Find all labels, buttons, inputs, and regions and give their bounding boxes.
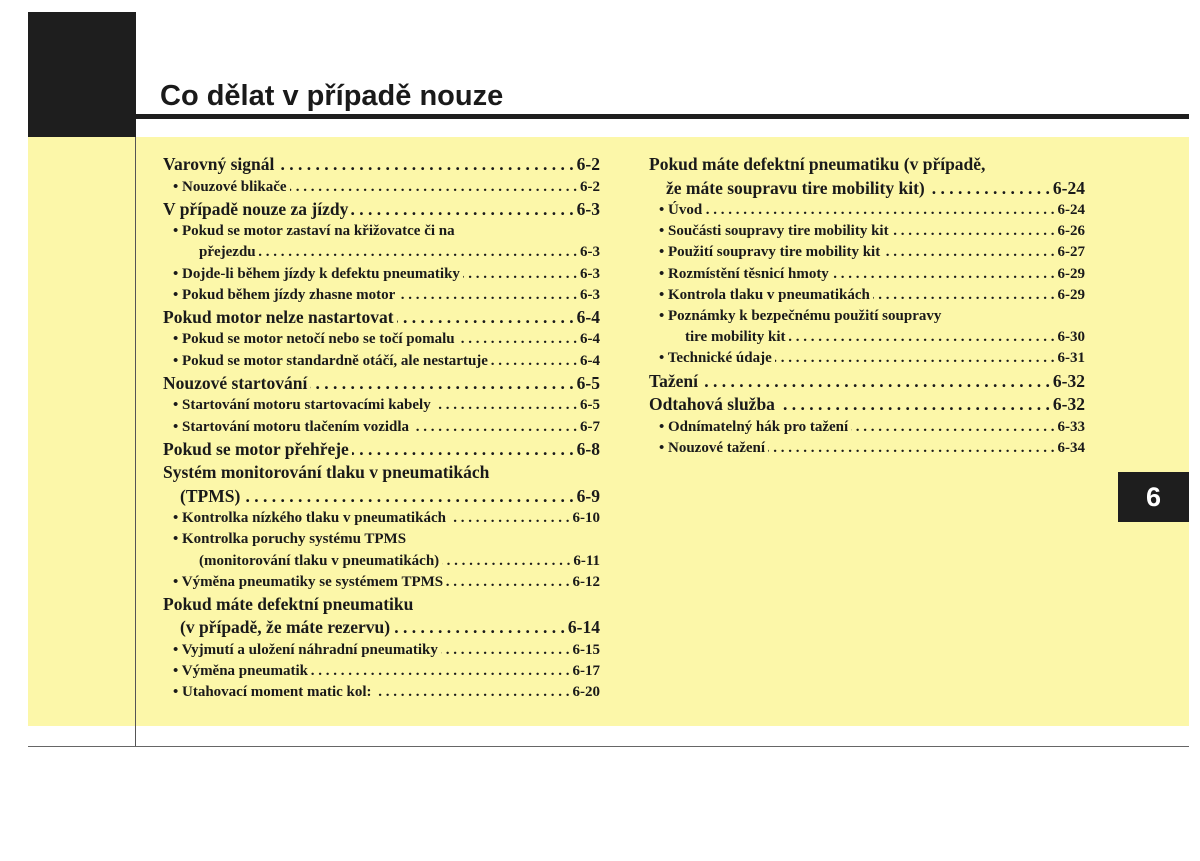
toc-subentry[interactable] bbox=[649, 417, 1085, 438]
toc-entry[interactable] bbox=[163, 485, 600, 509]
toc-entry-label: • Odnímatelný hák pro tažení bbox=[659, 418, 849, 435]
toc-entry-label: • Vyjmutí a uložení náhradní pneumatiky bbox=[173, 641, 438, 658]
toc-leader-dots bbox=[393, 616, 565, 640]
toc-page-number: 6-27 bbox=[1057, 244, 1085, 261]
toc-entry-label: • Úvod bbox=[659, 202, 703, 218]
toc-entry[interactable] bbox=[649, 177, 1085, 201]
toc-subentry[interactable] bbox=[649, 438, 1085, 459]
toc-page-number: 6-5 bbox=[576, 372, 600, 393]
toc-leader-dots bbox=[705, 200, 1054, 221]
toc-subentry[interactable] bbox=[163, 572, 600, 593]
toc-subentry[interactable] bbox=[649, 242, 1085, 263]
toc-page-number: 6-8 bbox=[576, 438, 600, 459]
toc-leader-dots bbox=[832, 264, 1055, 285]
toc-entry-label: • Výměna pneumatiky se systémem TPMS bbox=[173, 573, 444, 590]
toc-page-number: 6-30 bbox=[1057, 329, 1085, 346]
margin-vertical-rule bbox=[135, 137, 136, 747]
toc-page-number: 6-4 bbox=[580, 352, 600, 369]
toc-entry-label: (v případě, že máte rezervu) bbox=[180, 617, 391, 638]
toc-leader-dots bbox=[310, 372, 573, 396]
toc-subentry[interactable] bbox=[649, 221, 1085, 242]
toc-entry-label: • Pokud se motor zastaví na křižovatce či na bbox=[173, 223, 455, 240]
toc-page-number: 6-2 bbox=[576, 154, 600, 174]
toc-leader-dots bbox=[290, 177, 577, 198]
toc-page-number: 6-3 bbox=[580, 286, 600, 303]
toc-entry-label: • Startování motoru tlačením vozidla bbox=[173, 418, 410, 435]
toc-entry-label: • Pokud se motor netočí nebo se točí pomalu bbox=[173, 331, 455, 348]
toc-entry-label: Systém monitorování tlaku v pneumatikách bbox=[163, 462, 490, 483]
toc-leader-dots bbox=[873, 285, 1055, 306]
toc-entry-label: Varovný signál bbox=[163, 154, 275, 174]
toc-subentry[interactable] bbox=[163, 551, 600, 572]
toc-entry bbox=[163, 593, 600, 617]
toc-subentry[interactable] bbox=[163, 285, 600, 306]
toc-leader-dots bbox=[259, 242, 577, 263]
toc-entry-label: Tažení bbox=[649, 370, 698, 391]
toc-leader-dots bbox=[491, 351, 577, 372]
toc-page-number: 6-26 bbox=[1057, 223, 1085, 240]
toc-leader-dots bbox=[851, 417, 1054, 438]
toc-leader-dots bbox=[352, 438, 574, 462]
toc-page-number: 6-10 bbox=[572, 510, 600, 527]
toc-leader-dots bbox=[449, 508, 570, 529]
toc-page-number: 6-15 bbox=[572, 641, 600, 658]
toc-page-number: 6-7 bbox=[580, 418, 600, 435]
toc-page-number: 6-24 bbox=[1057, 202, 1085, 218]
toc-subentry bbox=[163, 529, 600, 550]
toc-leader-dots bbox=[768, 438, 1054, 459]
toc-entry-label: • Nouzové blikače bbox=[173, 178, 287, 195]
toc-page-number: 6-20 bbox=[572, 684, 600, 701]
toc-entry-label: • Kontrolka poruchy systému TPMS bbox=[173, 531, 407, 548]
toc-page-number: 6-3 bbox=[580, 265, 600, 282]
toc-entry-label: • Kontrola tlaku v pneumatikách bbox=[659, 286, 870, 303]
toc-subentry[interactable] bbox=[163, 661, 600, 682]
toc-subentry[interactable] bbox=[163, 177, 600, 198]
toc-leader-dots bbox=[243, 485, 573, 509]
toc-subentry[interactable] bbox=[649, 327, 1085, 348]
toc-page-number: 6-4 bbox=[576, 306, 600, 327]
bottom-rule bbox=[28, 746, 1189, 747]
corner-black-block bbox=[28, 12, 136, 137]
toc-entry-label: • Součásti soupravy tire mobility kit bbox=[659, 223, 889, 240]
toc-page-number: 6-3 bbox=[576, 198, 600, 219]
toc-leader-dots bbox=[458, 329, 577, 350]
toc-entry-label: • Startování motoru startovacími kabely bbox=[173, 397, 431, 414]
toc-entry[interactable] bbox=[163, 616, 600, 640]
toc-leader-dots bbox=[701, 370, 1050, 394]
toc-page-number: 6-14 bbox=[567, 617, 600, 638]
toc-entry-label: V případě nouze za jízdy bbox=[163, 198, 349, 219]
toc-entry-label: Pokud se motor přehřeje bbox=[163, 438, 349, 459]
toc-subentry[interactable] bbox=[163, 351, 600, 372]
toc-page-number: 6-29 bbox=[1057, 286, 1085, 303]
toc-entry[interactable] bbox=[163, 153, 600, 177]
toc-page-number: 6-24 bbox=[1052, 177, 1085, 198]
toc-leader-dots bbox=[277, 153, 573, 177]
toc-subentry bbox=[649, 306, 1085, 327]
toc-entry-label: Pokud motor nelze nastartovat bbox=[163, 306, 394, 327]
toc-leader-dots bbox=[412, 417, 577, 438]
toc-entry[interactable] bbox=[649, 370, 1085, 394]
toc-subentry[interactable] bbox=[163, 508, 600, 529]
toc-subentry[interactable] bbox=[163, 682, 600, 703]
toc-subentry[interactable] bbox=[163, 395, 600, 416]
toc-right-column bbox=[649, 153, 1085, 459]
toc-leader-dots bbox=[398, 285, 577, 306]
title-underline bbox=[136, 114, 1189, 119]
toc-entry-label: • Pokud se motor standardně otáčí, ale nestartuje bbox=[173, 352, 488, 369]
toc-entry-label: Pokud máte defektní pneumatiku (v případě, bbox=[649, 154, 986, 174]
toc-subentry[interactable] bbox=[163, 417, 600, 438]
toc-subentry[interactable] bbox=[163, 242, 600, 263]
toc-leader-dots bbox=[375, 682, 570, 703]
toc-entry-label: • Poznámky k bezpečnému použití soupravy bbox=[659, 307, 942, 324]
toc-leader-dots bbox=[775, 348, 1055, 369]
toc-subentry[interactable] bbox=[163, 329, 600, 350]
toc-left-column bbox=[163, 153, 600, 704]
toc-entry-label: • Technické údaje bbox=[659, 350, 772, 367]
toc-leader-dots bbox=[883, 242, 1054, 263]
toc-leader-dots bbox=[463, 264, 577, 285]
chapter-tab[interactable] bbox=[1118, 472, 1189, 522]
toc-page-number: 6-2 bbox=[580, 178, 600, 195]
toc-entry-label: Nouzové startování bbox=[163, 372, 308, 393]
toc-page-number: 6-12 bbox=[572, 573, 600, 590]
toc-page-number: 6-32 bbox=[1052, 370, 1085, 391]
toc-leader-dots bbox=[434, 395, 577, 416]
toc-entry-label: tire mobility kit bbox=[685, 329, 786, 346]
toc-entry-label: • Použití soupravy tire mobility kit bbox=[659, 244, 881, 261]
toc-page-number: 6-33 bbox=[1057, 418, 1085, 435]
toc-entry[interactable] bbox=[163, 306, 600, 330]
toc-page-number: 6-4 bbox=[580, 331, 600, 348]
toc-entry-label: (TPMS) bbox=[180, 485, 241, 506]
toc-leader-dots bbox=[311, 661, 570, 682]
toc-entry[interactable] bbox=[163, 198, 600, 222]
toc-leader-dots bbox=[397, 306, 574, 330]
toc-page-number: 6-29 bbox=[1057, 265, 1085, 282]
toc-subentry bbox=[163, 221, 600, 242]
page-title: Co dělat v případě nouze bbox=[160, 80, 504, 112]
toc-subentry[interactable] bbox=[163, 640, 600, 661]
toc-entry bbox=[163, 461, 600, 485]
toc-leader-dots bbox=[442, 551, 570, 572]
toc-entry-label: • Kontrolka nízkého tlaku v pneumatikách bbox=[173, 510, 446, 527]
toc-leader-dots bbox=[441, 640, 570, 661]
toc-entry-label: (monitorování tlaku v pneumatikách) bbox=[199, 552, 440, 569]
toc-subentry[interactable] bbox=[649, 348, 1085, 369]
toc-leader-dots bbox=[928, 177, 1050, 201]
toc-entry-label: Odtahová služba bbox=[649, 394, 775, 414]
toc-page-number: 6-17 bbox=[572, 663, 600, 680]
toc-leader-dots bbox=[446, 572, 569, 593]
toc-entry-label: • Utahovací moment matic kol: bbox=[173, 684, 372, 701]
toc-subentry[interactable] bbox=[163, 264, 600, 285]
toc-entry[interactable] bbox=[163, 438, 600, 462]
toc-entry-label: Pokud máte defektní pneumatiku bbox=[163, 593, 414, 614]
toc-entry bbox=[649, 153, 1085, 177]
toc-leader-dots bbox=[789, 327, 1055, 348]
toc-entry-label: • Dojde-li během jízdy k defektu pneumatiky bbox=[173, 265, 460, 282]
toc-page-number: 6-5 bbox=[580, 397, 600, 414]
toc-leader-dots bbox=[892, 221, 1055, 242]
toc-page-number: 6-31 bbox=[1057, 350, 1085, 367]
toc-entry-label: • Rozmístění těsnicí hmoty bbox=[659, 265, 829, 282]
toc-page-number: 6-11 bbox=[573, 552, 600, 569]
toc-page-number: 6-3 bbox=[580, 244, 600, 261]
chapter-number: 6 bbox=[1145, 482, 1162, 512]
toc-page-number: 6-34 bbox=[1057, 439, 1085, 456]
toc-entry-label: přejezdu bbox=[199, 244, 256, 261]
toc-entry[interactable] bbox=[649, 393, 1085, 417]
toc-page-number: 6-32 bbox=[1052, 394, 1085, 414]
toc-entry-label: • Pokud během jízdy zhasne motor bbox=[173, 286, 396, 303]
toc-subentry[interactable] bbox=[649, 285, 1085, 306]
toc-subentry[interactable] bbox=[649, 264, 1085, 285]
toc-entry[interactable] bbox=[163, 372, 600, 396]
toc-entry-label: že máte soupravu tire mobility kit) bbox=[666, 177, 925, 198]
toc-leader-dots bbox=[351, 198, 573, 222]
toc-page-number: 6-9 bbox=[576, 485, 600, 506]
toc-entry-label: • Nouzové tažení bbox=[659, 439, 766, 456]
toc-subentry[interactable] bbox=[649, 200, 1085, 221]
toc-entry-label: • Výměna pneumatik bbox=[173, 663, 308, 680]
toc-leader-dots bbox=[778, 393, 1050, 417]
